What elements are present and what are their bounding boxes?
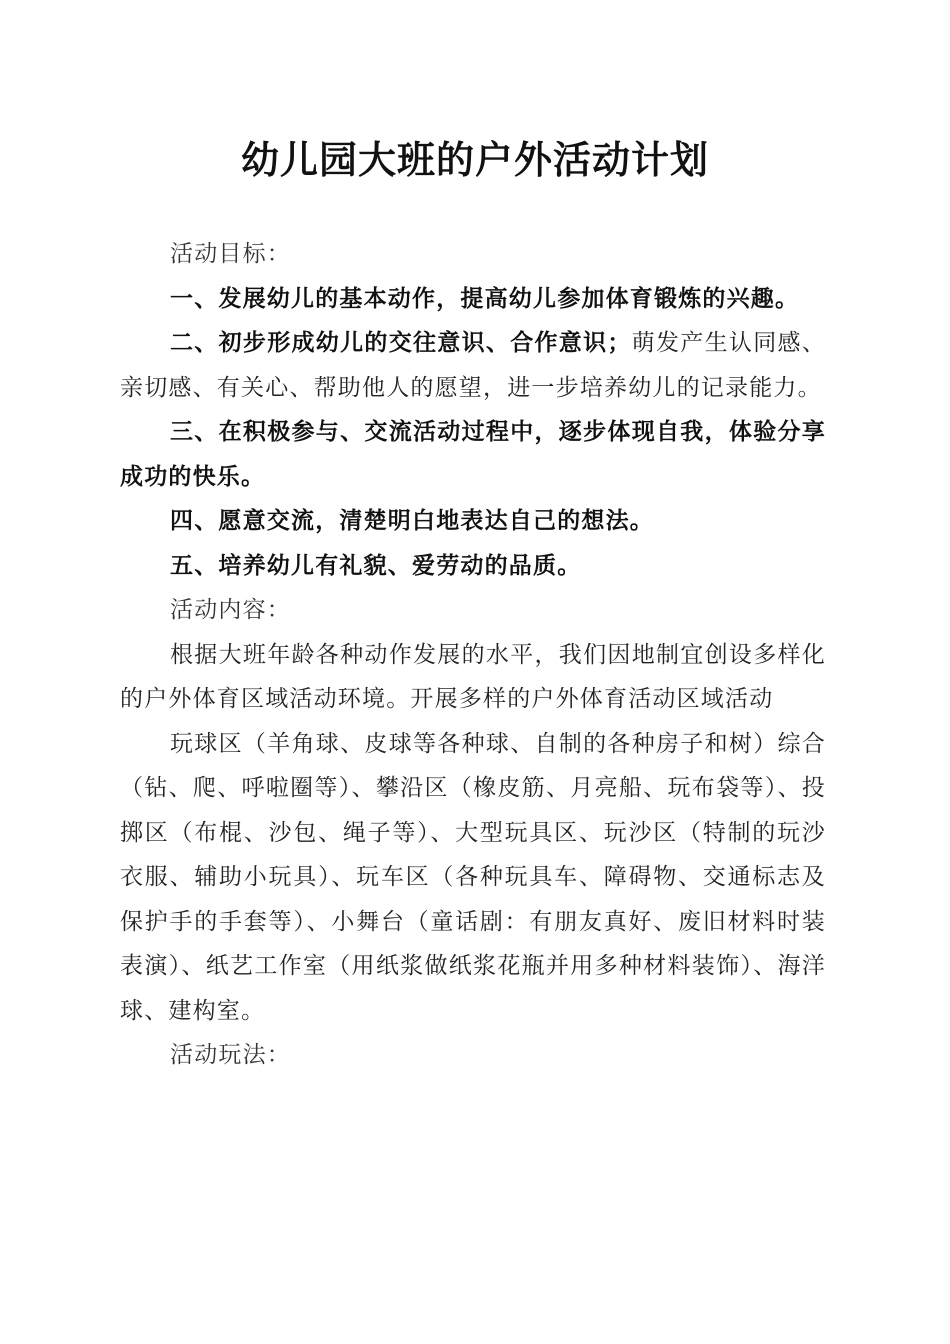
- goals-label: 活动目标：: [170, 241, 291, 267]
- goal-item-2-rest: 萌发产生认同感、亲切感、有关心、帮助他人的愿望，进一步培养幼儿的记录能力。: [120, 330, 826, 401]
- goal-item-2: [120, 321, 826, 410]
- goal-item-3: 三、在积极参与、交流活动过程中，逐步体现自我，体验分享成功的快乐。: [120, 419, 826, 490]
- goal-item-2-lead: 二、初步形成幼儿的交往意识、合作意识；: [170, 330, 632, 356]
- content-label: 活动内容：: [170, 597, 291, 623]
- document-body: [120, 232, 826, 1078]
- content-paragraph-2: 玩球区（羊角球、皮球等各种球、自制的各种房子和树）综合（钻、爬、呼啦圈等）、攀沿区（橡皮筋、月亮船、玩布袋等）、投掷区（布棍、沙包、绳子等）、大型玩具区、玩沙区（特制的玩沙衣服、辅助小玩具）、玩车区（各种玩具车、障碍物、交通标志及保护手的手套等）、小舞台（童话剧：有朋友真好、废旧材料时装表演）、纸艺工作室（用纸浆做纸浆花瓶并用多种材料装饰）、海洋球、建构室。: [120, 730, 826, 1024]
- goal-item-4: 四、愿意交流，清楚明白地表达自己的想法。: [170, 508, 654, 534]
- goal-item-1: 一、发展幼儿的基本动作，提高幼儿参加体育锻炼的兴趣。: [170, 285, 800, 312]
- document-title: 幼儿园大班的户外活动计划: [240, 137, 709, 182]
- play-label: 活动玩法：: [170, 1042, 291, 1068]
- goal-item-5: 五、培养幼儿有礼貌、爱劳动的品质。: [170, 552, 582, 579]
- content-paragraph-1: 根据大班年龄各种动作发展的水平，我们因地制宜创设多样化的户外体育区域活动环境。开展多样的户外体育活动区域活动: [120, 641, 826, 712]
